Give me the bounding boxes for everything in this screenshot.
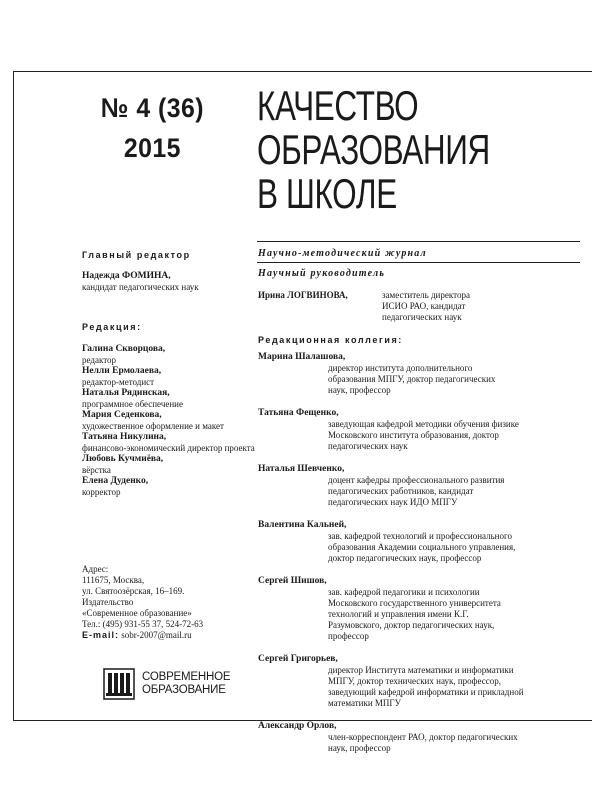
title-line-3: В ШКОЛЕ	[257, 170, 397, 217]
email-link[interactable]: sobr-2007@mail.ru	[121, 630, 192, 640]
board-member	[258, 352, 588, 396]
staff-name: Нелли Ермолаева,	[82, 366, 162, 376]
staff-name: Елена Дуденко,	[82, 476, 149, 486]
staff-role: корректор	[82, 487, 121, 497]
board-member-name: Марина Шалашова,	[258, 352, 346, 362]
logo-line-1: СОВРЕМЕННОЕ	[142, 671, 231, 683]
staff-name: Мария Седенкова,	[82, 410, 162, 420]
staff-role: художественное оформление и макет	[82, 421, 224, 431]
board-member-name: Сергей Григорьев,	[258, 654, 338, 664]
board-member-name: Валентина Кальней,	[258, 520, 347, 530]
board-member	[258, 576, 588, 642]
board-member	[258, 408, 588, 452]
email-label: E-mail:	[82, 630, 120, 640]
address-block	[82, 564, 257, 641]
publisher-logo	[102, 664, 242, 704]
board-list	[258, 352, 588, 766]
scientific-director-name: Ирина ЛОГВИНОВА,	[258, 290, 348, 300]
staff-name: Галина Скворцова,	[82, 344, 166, 354]
board-member-desc: зав. кафедрой технологий и профессионального образования Академии социального управления, доктор педагогических наук, профессор	[328, 531, 516, 563]
journal-subtitle: Научно-методический журнал	[258, 248, 427, 259]
staff-role: вёрстка	[82, 465, 111, 475]
chief-editor-label: Главный редактор	[82, 250, 191, 260]
rule-top	[257, 241, 580, 242]
issue-number: № 4 (36)	[100, 93, 204, 123]
chief-editor-name: Надежда ФОМИНА,	[82, 271, 171, 281]
address-line: ул. Святоозёрская, 16–169.	[82, 586, 185, 596]
address-line: Тел.: (495) 931-55 37, 524-72-63	[82, 619, 204, 629]
issue-block	[88, 88, 217, 168]
editorial-block	[82, 322, 257, 498]
board-member	[258, 520, 588, 564]
board-member-desc: заведующая кафедрой методики обучения физике Московского института образования, доктор педагогических наук	[328, 419, 519, 451]
board-label: Редакционная коллегия:	[258, 335, 403, 345]
chief-editor-desc: кандидат педагогических наук	[82, 282, 199, 292]
journal-title	[257, 84, 497, 216]
staff-role: редактор-методист	[82, 377, 155, 387]
board-member-name: Татьяна Фещенко,	[258, 408, 339, 418]
address-line: Издательство	[82, 597, 134, 607]
board-member	[258, 654, 588, 709]
issue-year: 2015	[123, 133, 181, 163]
board-member-name: Александр Орлов,	[258, 721, 337, 731]
board-member-desc: директор Института математики и информатики МПГУ, доктор технических наук, профессор, заведующий кафедрой информатики и прикладной математики МПГУ	[328, 665, 524, 708]
staff-role: программное обеспечение	[82, 399, 183, 409]
board-member-desc: доцент кафедры профессионального развития педагогических работников, кандидат педагогических наук ИДО МПГУ	[328, 475, 505, 507]
publisher-wordmark	[142, 671, 230, 697]
chief-editor-block	[82, 250, 257, 293]
staff-name: Татьяна Никулина,	[82, 432, 167, 442]
title-line-1: КАЧЕСТВО	[257, 82, 419, 129]
title-line-2: ОБРАЗОВАНИЯ	[257, 126, 490, 173]
staff-role: редактор	[82, 355, 117, 365]
publisher-logo-icon	[102, 667, 136, 701]
email-row	[82, 630, 257, 641]
editorial-label: Редакция:	[82, 322, 142, 332]
board-member-desc: директор института дополнительного образования МПГУ, доктор педагогических наук, профессор	[328, 363, 496, 395]
logo-line-2: ОБРАЗОВАНИЕ	[142, 684, 226, 696]
board-member-desc: зав. кафедрой педагогики и психологии Московского государственного университета технологий и управления имени К.Г. Разумовского, доктор педагогических наук, профессор	[328, 587, 501, 641]
board-member-name: Наталья Шевченко,	[258, 464, 345, 474]
staff-name: Любовь Кучмиёва,	[82, 454, 164, 464]
scientific-director-label: Научный руководитель	[258, 268, 386, 279]
rule-under-subtitle	[257, 262, 580, 263]
address-line: 111675, Москва,	[82, 575, 145, 585]
staff-role: финансово-экономический директор проекта	[82, 443, 255, 453]
address-label: Адрес:	[82, 564, 109, 574]
address-line: «Современное образование»	[82, 608, 192, 618]
board-member	[258, 721, 588, 754]
board-member	[258, 464, 588, 508]
board-member-desc: член-корреспондент РАО, доктор педагогических наук, профессор	[328, 732, 518, 753]
staff-name: Наталья Рядинская,	[82, 388, 170, 398]
scientific-director-block	[258, 290, 588, 323]
board-member-name: Сергей Шишов,	[258, 576, 327, 586]
scientific-director-desc: заместитель директора ИСИО РАО, кандидат педагогических наук	[382, 290, 470, 322]
